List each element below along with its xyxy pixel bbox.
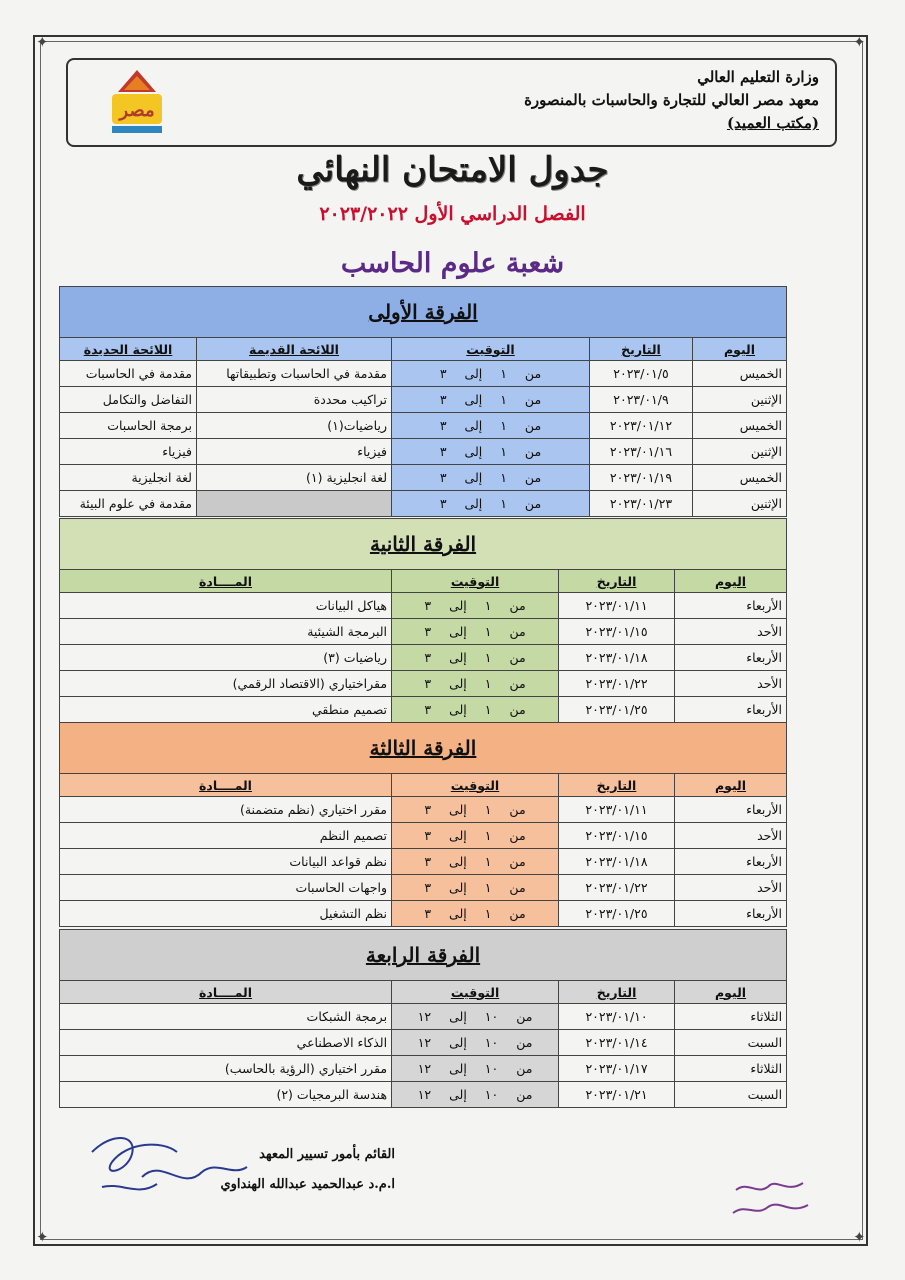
col-new-header: اللائحة الجديدة	[60, 338, 197, 361]
old-regulation-cell: فيزياء	[197, 439, 392, 465]
schedule-row	[60, 593, 787, 619]
subject-cell: البرمجة الشيئية	[60, 619, 392, 645]
col-date-header: التاريخ	[559, 981, 675, 1004]
new-regulation-cell: لغة انجليزية	[60, 465, 197, 491]
time-cell: من ١ إلى ٣	[392, 361, 590, 387]
date-cell: ٢٠٢٣/٠١/٥	[590, 361, 693, 387]
day-cell: الأحد	[675, 671, 787, 697]
subject-cell: الذكاء الاصطناعي	[60, 1030, 392, 1056]
corner-ornament: ✦	[853, 1228, 866, 1246]
col-subject-header: المــــادة	[60, 774, 392, 797]
col-time-header: التوقيت	[392, 774, 559, 797]
date-cell: ٢٠٢٣/٠١/١٤	[559, 1030, 675, 1056]
time-cell: من ١٠ إلى ١٢	[392, 1082, 559, 1108]
day-cell: الأحد	[675, 875, 787, 901]
day-cell: السبت	[675, 1030, 787, 1056]
date-cell: ٢٠٢٣/٠١/١٩	[590, 465, 693, 491]
date-cell: ٢٠٢٣/٠١/٢٥	[559, 697, 675, 723]
day-cell: الأحد	[675, 823, 787, 849]
level-1-table	[59, 286, 787, 517]
level-4-header-row	[60, 981, 787, 1004]
day-cell: الأربعاء	[675, 849, 787, 875]
day-cell: الأربعاء	[675, 901, 787, 927]
level-2-section	[59, 518, 786, 723]
old-regulation-cell: مقدمة في الحاسبات وتطبيقاتها	[197, 361, 392, 387]
schedule-row	[60, 849, 787, 875]
department-title: شعبة علوم الحاسب	[340, 248, 565, 279]
subject-cell: مقرر اختياري (الرؤية بالحاسب)	[60, 1056, 392, 1082]
time-cell: من ١ إلى ٣	[392, 387, 590, 413]
day-cell: الأربعاء	[675, 797, 787, 823]
time-cell: من ١ إلى ٣	[392, 465, 590, 491]
date-cell: ٢٠٢٣/٠١/٢٢	[559, 671, 675, 697]
date-cell: ٢٠٢٣/٠١/٩	[590, 387, 693, 413]
level-3-header-row	[60, 774, 787, 797]
old-regulation-cell: رياضيات(١)	[197, 413, 392, 439]
subject-cell: تصميم منطقي	[60, 697, 392, 723]
date-cell: ٢٠٢٣/٠١/١٥	[559, 823, 675, 849]
date-cell: ٢٠٢٣/٠١/١٠	[559, 1004, 675, 1030]
corner-ornament: ✦	[36, 1228, 49, 1246]
day-cell: الخميس	[693, 361, 787, 387]
level-1-title: الفرقة الأولى	[368, 300, 478, 324]
corner-ornament: ✦	[853, 33, 866, 51]
subject-cell: نظم التشغيل	[60, 901, 392, 927]
col-date-header: التاريخ	[590, 338, 693, 361]
day-cell: الثلاثاء	[675, 1056, 787, 1082]
col-time-header: التوقيت	[392, 981, 559, 1004]
schedule-row	[60, 645, 787, 671]
level-2-title: الفرقة الثانية	[369, 532, 477, 556]
date-cell: ٢٠٢٣/٠١/١١	[559, 797, 675, 823]
new-regulation-cell: التفاضل والتكامل	[60, 387, 197, 413]
day-cell: الإثنين	[693, 439, 787, 465]
time-cell: من ١ إلى ٣	[392, 697, 559, 723]
level-1-header-row	[60, 338, 787, 361]
schedule-row	[60, 697, 787, 723]
day-cell: السبت	[675, 1082, 787, 1108]
date-cell: ٢٠٢٣/٠١/١٨	[559, 645, 675, 671]
time-cell: من ١ إلى ٣	[392, 645, 559, 671]
level-2-header-row	[60, 570, 787, 593]
level-4-section	[59, 929, 786, 1108]
handwritten-initials	[728, 1175, 818, 1225]
col-time-header: التوقيت	[392, 338, 590, 361]
level-3-band	[60, 723, 787, 774]
time-cell: من ١ إلى ٣	[392, 901, 559, 927]
day-cell: الأربعاء	[675, 645, 787, 671]
col-old-header: اللائحة القديمة	[197, 338, 392, 361]
schedule-row	[60, 439, 787, 465]
time-cell: من ١ إلى ٣	[392, 413, 590, 439]
date-cell: ٢٠٢٣/٠١/١٢	[590, 413, 693, 439]
time-cell: من ١ إلى ٣	[392, 491, 590, 517]
day-cell: الأربعاء	[675, 697, 787, 723]
level-4-table	[59, 929, 787, 1108]
level-1-section	[59, 286, 786, 517]
level-2-band	[60, 519, 787, 570]
signature-name: ا.م.د عبدالحميد عبدالله الهنداوي	[220, 1177, 395, 1192]
date-cell: ٢٠٢٣/٠١/٢٣	[590, 491, 693, 517]
dean-office: (مكتب العميد)	[726, 114, 819, 132]
subject-cell: هندسة البرمجيات (٢)	[60, 1082, 392, 1108]
schedule-row	[60, 361, 787, 387]
level-4-band	[60, 930, 787, 981]
schedule-row	[60, 387, 787, 413]
subject-cell: تصميم النظم	[60, 823, 392, 849]
day-cell: الأربعاء	[675, 593, 787, 619]
time-cell: من ١ إلى ٣	[392, 823, 559, 849]
handwritten-signature	[82, 1122, 262, 1212]
subject-cell: نظم قواعد البيانات	[60, 849, 392, 875]
institute-name: معهد مصر العالي للتجارة والحاسبات بالمنصورة	[524, 91, 819, 109]
old-regulation-cell: تراكيب محددة	[197, 387, 392, 413]
corner-ornament: ✦	[36, 33, 49, 51]
date-cell: ٢٠٢٣/٠١/١٦	[590, 439, 693, 465]
schedule-row	[60, 1004, 787, 1030]
time-cell: من ١٠ إلى ١٢	[392, 1056, 559, 1082]
logo-text: مصر	[119, 100, 155, 121]
subject-cell: رياضيات (٣)	[60, 645, 392, 671]
new-regulation-cell: فيزياء	[60, 439, 197, 465]
time-cell: من ١ إلى ٣	[392, 875, 559, 901]
old-regulation-cell	[197, 491, 392, 517]
schedule-row	[60, 671, 787, 697]
date-cell: ٢٠٢٣/٠١/١٧	[559, 1056, 675, 1082]
page-title: جدول الامتحان النهائي	[296, 150, 609, 190]
time-cell: من ١ إلى ٣	[392, 619, 559, 645]
subject-cell: هياكل البيانات	[60, 593, 392, 619]
day-cell: الإثنين	[693, 491, 787, 517]
col-date-header: التاريخ	[559, 774, 675, 797]
schedule-row	[60, 875, 787, 901]
new-regulation-cell: مقدمة في الحاسبات	[60, 361, 197, 387]
subject-cell: واجهات الحاسبات	[60, 875, 392, 901]
time-cell: من ١ إلى ٣	[392, 849, 559, 875]
schedule-row	[60, 1056, 787, 1082]
schedule-row	[60, 413, 787, 439]
level-3-table	[59, 722, 787, 927]
day-cell: الإثنين	[693, 387, 787, 413]
col-day-header: اليوم	[693, 338, 787, 361]
col-time-header: التوقيت	[392, 570, 559, 593]
time-cell: من ١٠ إلى ١٢	[392, 1030, 559, 1056]
time-cell: من ١ إلى ٣	[392, 439, 590, 465]
col-subject-header: المــــادة	[60, 981, 392, 1004]
date-cell: ٢٠٢٣/٠١/٢١	[559, 1082, 675, 1108]
level-4-title: الفرقة الرابعة	[365, 943, 481, 967]
day-cell: الأحد	[675, 619, 787, 645]
level-1-band	[60, 287, 787, 338]
date-cell: ٢٠٢٣/٠١/١٥	[559, 619, 675, 645]
letterhead	[66, 58, 837, 147]
level-2-table	[59, 518, 787, 723]
day-cell: الثلاثاء	[675, 1004, 787, 1030]
col-date-header: التاريخ	[559, 570, 675, 593]
semester-subtitle: الفصل الدراسي الأول ٢٠٢٣/٢٠٢٢	[319, 203, 586, 225]
old-regulation-cell: لغة انجليزية (١)	[197, 465, 392, 491]
subject-cell: برمجة الشبكات	[60, 1004, 392, 1030]
schedule-row	[60, 491, 787, 517]
level-3-title: الفرقة الثالثة	[369, 736, 477, 760]
day-cell: الخميس	[693, 413, 787, 439]
subject-cell: مقرر اختياري (نظم متضمنة)	[60, 797, 392, 823]
col-subject-header: المــــادة	[60, 570, 392, 593]
schedule-row	[60, 823, 787, 849]
schedule-row	[60, 797, 787, 823]
time-cell: من ١ إلى ٣	[392, 797, 559, 823]
subject-cell: مقراختياري (الاقتصاد الرقمي)	[60, 671, 392, 697]
schedule-row	[60, 619, 787, 645]
schedule-row	[60, 465, 787, 491]
col-day-header: اليوم	[675, 981, 787, 1004]
institute-logo	[106, 68, 168, 136]
date-cell: ٢٠٢٣/٠١/١٨	[559, 849, 675, 875]
date-cell: ٢٠٢٣/٠١/٢٢	[559, 875, 675, 901]
time-cell: من ١٠ إلى ١٢	[392, 1004, 559, 1030]
schedule-row	[60, 901, 787, 927]
date-cell: ٢٠٢٣/٠١/١١	[559, 593, 675, 619]
time-cell: من ١ إلى ٣	[392, 593, 559, 619]
ministry-name: وزارة التعليم العالي	[697, 68, 819, 86]
day-cell: الخميس	[693, 465, 787, 491]
schedule-row	[60, 1082, 787, 1108]
schedule-row	[60, 1030, 787, 1056]
level-3-section	[59, 722, 786, 927]
signature-role: القائم بأمور تسيير المعهد	[259, 1147, 395, 1162]
new-regulation-cell: مقدمة في علوم البيئة	[60, 491, 197, 517]
col-day-header: اليوم	[675, 774, 787, 797]
col-day-header: اليوم	[675, 570, 787, 593]
new-regulation-cell: برمجة الحاسبات	[60, 413, 197, 439]
date-cell: ٢٠٢٣/٠١/٢٥	[559, 901, 675, 927]
time-cell: من ١ إلى ٣	[392, 671, 559, 697]
